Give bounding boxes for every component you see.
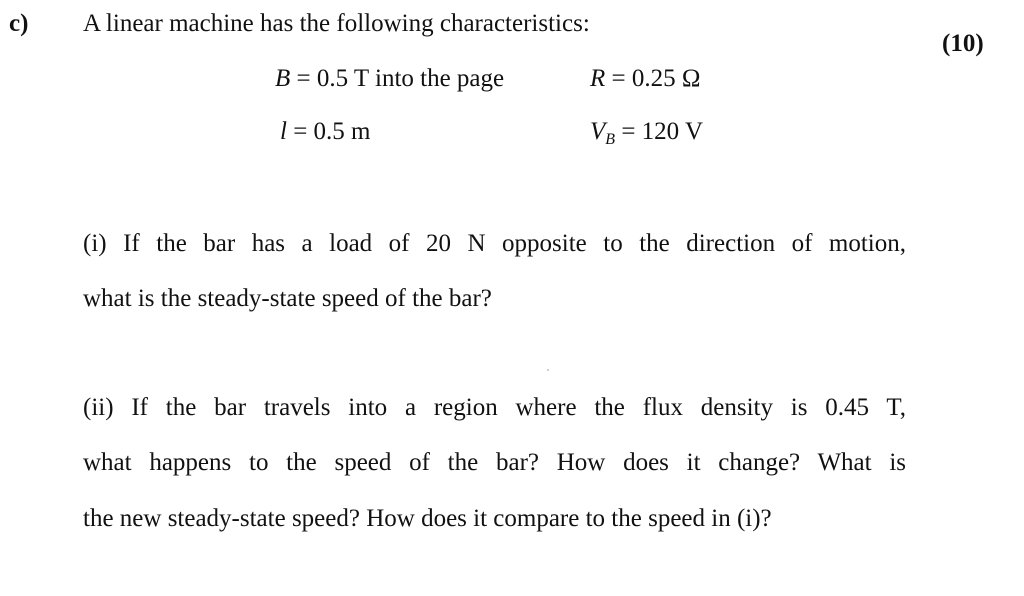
parameter-battery-voltage-value: = 120 V xyxy=(615,118,704,145)
parameter-resistance-value: = 0.25 Ω xyxy=(605,65,701,92)
part-i-line-1: (i) If the bar has a load of 20 N opposite to the direction of motion, xyxy=(83,230,906,257)
question-label: c) xyxy=(9,10,29,37)
parameter-flux-density xyxy=(275,65,504,93)
part-ii-line-1: (ii) If the bar travels into a region where the flux density is 0.45 T, xyxy=(83,394,906,421)
scan-speck xyxy=(547,369,549,371)
parameter-resistance xyxy=(590,65,700,93)
parameter-flux-density-symbol: B xyxy=(275,65,291,92)
parameter-battery-voltage xyxy=(590,118,703,149)
parameter-length xyxy=(280,118,371,146)
parameter-flux-density-value: = 0.5 T into the page xyxy=(290,65,505,92)
question-intro: A linear machine has the following characteristics: xyxy=(83,10,590,37)
parameter-length-value: = 0.5 m xyxy=(286,118,371,145)
parameter-battery-voltage-symbol: V xyxy=(590,118,606,145)
parameter-length-symbol: l xyxy=(280,118,287,145)
part-i-line-2: what is the steady-state speed of the bar? xyxy=(83,285,492,312)
part-ii-line-2: what happens to the speed of the bar? How does it change? What is xyxy=(83,449,906,476)
parameter-resistance-symbol: R xyxy=(590,65,606,92)
parameter-battery-voltage-subscript: B xyxy=(605,131,616,148)
part-ii-line-3: the new steady-state speed? How does it compare to the speed in (i)? xyxy=(83,505,772,532)
marks-label: (10) xyxy=(942,30,984,57)
